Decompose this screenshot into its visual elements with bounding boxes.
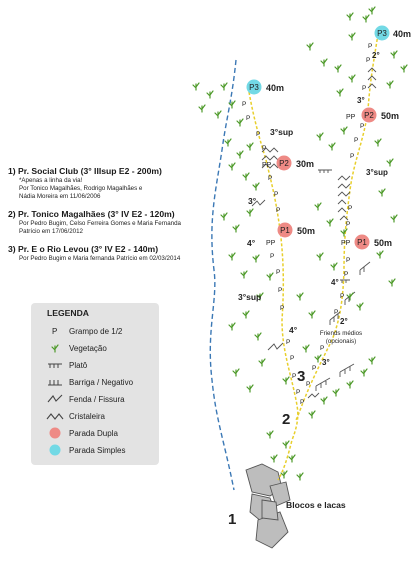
grade-label: 3° bbox=[322, 358, 330, 367]
vegetation-icon bbox=[199, 105, 205, 112]
vegetation-icon bbox=[389, 279, 395, 286]
bolt-label: P bbox=[350, 153, 355, 160]
legend-label: Parada Dupla bbox=[69, 428, 118, 438]
vegetation-icon bbox=[193, 83, 199, 90]
route-number-1: 1 bbox=[228, 511, 237, 528]
legend-label: Barriga / Negativo bbox=[69, 377, 134, 387]
vegetation-icon bbox=[317, 253, 323, 260]
bolt-label: P bbox=[270, 253, 275, 260]
legend-title: LEGENDA bbox=[47, 308, 90, 318]
ledge-mark bbox=[318, 170, 332, 173]
route-note: Patrício em 17/06/2012 bbox=[19, 228, 83, 235]
vegetation-icon bbox=[347, 293, 353, 300]
route-title: 3) Pr. E o Rio Levou (3° IV E2 - 140m) bbox=[8, 244, 159, 254]
svg-text:P: P bbox=[52, 327, 58, 336]
vegetation-icon bbox=[283, 377, 289, 384]
bolt-label: P bbox=[348, 205, 353, 212]
vegetation-icon bbox=[221, 83, 227, 90]
vegetation-icon bbox=[363, 15, 369, 22]
bolt-label: P bbox=[278, 287, 283, 294]
grade-label: 3°sup bbox=[238, 292, 262, 302]
vegetation-icon bbox=[391, 215, 397, 222]
vegetation-icon bbox=[331, 263, 337, 270]
vegetation-icon bbox=[243, 311, 249, 318]
vegetation-icon bbox=[327, 219, 333, 226]
vegetation-icon bbox=[225, 139, 231, 146]
bolt-label: P bbox=[312, 365, 317, 372]
route-note: Por Pedro Bugim e Maria fernanda Patrício em 02/03/2014 bbox=[19, 255, 181, 262]
route-1-line bbox=[210, 60, 236, 490]
crystal-icon bbox=[45, 410, 65, 422]
double-anchor-icon bbox=[45, 427, 65, 439]
vegetation-icon bbox=[247, 143, 253, 150]
bolts bbox=[242, 43, 372, 406]
route-number-2: 2 bbox=[282, 411, 291, 428]
legend-item-ledge bbox=[45, 359, 87, 371]
legend-item-double-anchor bbox=[45, 427, 118, 439]
bolt-label: P bbox=[274, 191, 279, 198]
bolt-label: P bbox=[296, 389, 301, 396]
route-2-line bbox=[249, 92, 301, 480]
overhang-mark bbox=[360, 262, 370, 275]
vegetation-icon bbox=[307, 43, 313, 50]
bolt-label: P bbox=[346, 257, 351, 264]
vegetation-icon bbox=[309, 311, 315, 318]
station-tag: P1 bbox=[280, 226, 290, 235]
overhang-mark bbox=[316, 378, 330, 391]
vegetation-icon bbox=[207, 91, 213, 98]
grade-label: 3° bbox=[357, 96, 365, 105]
route-3-info bbox=[8, 244, 240, 263]
bolt-label: P bbox=[334, 309, 339, 316]
route-note: Por Tonico Magalhães, Rodrigo Magalhães e bbox=[19, 185, 143, 192]
vegetation-icon bbox=[215, 111, 221, 118]
bolt-label: P bbox=[268, 175, 273, 182]
station-r2-p1 bbox=[278, 223, 316, 238]
bolt-label: P bbox=[280, 305, 285, 312]
station-tag: P2 bbox=[279, 159, 289, 168]
grade-label: 4° bbox=[331, 278, 339, 287]
legend-item-overhang bbox=[45, 376, 133, 388]
vegetation-icon bbox=[237, 151, 243, 158]
ledge-mark bbox=[340, 280, 350, 283]
bolt-label: P bbox=[306, 381, 311, 388]
station-length: 50m bbox=[374, 238, 393, 248]
route-title: 1) Pr. Social Club (3° IIIsup E2 - 200m) bbox=[8, 166, 162, 176]
vegetation-icon bbox=[357, 303, 363, 310]
bolt-label: P bbox=[242, 101, 247, 108]
route-note: Nádia Moreira em 11/06/2006 bbox=[19, 193, 101, 200]
vegetation-icon bbox=[387, 81, 393, 88]
vegetation-icon bbox=[375, 139, 381, 146]
bolt-icon bbox=[45, 325, 65, 337]
legend-label: Vegetação bbox=[69, 343, 107, 353]
bolt-label: P bbox=[320, 345, 325, 352]
vegetation-icon bbox=[253, 255, 259, 262]
station-r2-p2 bbox=[277, 156, 315, 171]
route-2-info bbox=[8, 209, 240, 236]
bolt-label: P bbox=[360, 123, 365, 130]
station-length: 50m bbox=[381, 111, 400, 121]
vegetation-icon bbox=[315, 203, 321, 210]
grade-label: 4° bbox=[247, 238, 256, 248]
crack-icon bbox=[45, 393, 65, 405]
vegetation-icon bbox=[401, 65, 407, 72]
vegetation-icon bbox=[309, 411, 315, 418]
legend-label: Fenda / Fissura bbox=[69, 394, 125, 404]
bolt-label: P bbox=[346, 221, 351, 228]
legend-item-crystal bbox=[45, 410, 105, 422]
vegetation-icon bbox=[341, 229, 347, 236]
bolt-label: P bbox=[362, 85, 367, 92]
station-r3-p2 bbox=[362, 108, 400, 123]
vegetation-icon bbox=[255, 333, 261, 340]
bolt-label: P bbox=[262, 145, 267, 152]
vegetation-icon bbox=[349, 33, 355, 40]
legend-item-single-anchor bbox=[45, 444, 125, 456]
overhang-mark bbox=[340, 364, 354, 377]
route-note: *Apenas a linha da via! bbox=[19, 177, 83, 184]
station-r3-p3 bbox=[375, 26, 412, 41]
vegetation-icon bbox=[391, 51, 397, 58]
vegetation-icon bbox=[271, 455, 277, 462]
bolt-label: P bbox=[256, 131, 261, 138]
vegetation-icon bbox=[377, 251, 383, 258]
station-length: 40m bbox=[266, 83, 285, 93]
station-r2-p3 bbox=[247, 80, 285, 95]
vegetation-icon bbox=[233, 369, 239, 376]
vegetation-icon bbox=[247, 209, 253, 216]
legend-label: Cristaleira bbox=[69, 411, 106, 421]
vegetation-icon bbox=[243, 173, 249, 180]
legend bbox=[31, 303, 159, 465]
vegetation-icon bbox=[317, 133, 323, 140]
friends-note: Friends médios bbox=[319, 330, 363, 337]
vegetation-icon bbox=[369, 7, 375, 14]
grade-label: 3°sup bbox=[366, 168, 388, 177]
vegetation-icon bbox=[229, 323, 235, 330]
grade-label: 3°sup bbox=[270, 127, 294, 137]
station-tag: P1 bbox=[357, 238, 367, 247]
vegetation-icon bbox=[247, 385, 253, 392]
vegetation-icon bbox=[387, 159, 393, 166]
grade-label: 2° bbox=[340, 317, 348, 326]
overhang-icon bbox=[45, 376, 65, 388]
vegetation-icon bbox=[347, 381, 353, 388]
crack-mark bbox=[268, 343, 283, 350]
grade-label: 3° bbox=[248, 196, 257, 206]
route-title: 2) Pr. Tonico Magalhães (3° IV E2 - 120m) bbox=[8, 209, 175, 219]
vegetation-icon bbox=[259, 359, 265, 366]
single-anchor-icon bbox=[45, 444, 65, 456]
station-length: 30m bbox=[296, 159, 315, 169]
bolt-label: P bbox=[246, 115, 251, 122]
vegetation-icon bbox=[241, 271, 247, 278]
legend-label: Parada Simples bbox=[69, 445, 126, 455]
vegetation-icon bbox=[289, 455, 295, 462]
bolt-label: P bbox=[368, 43, 373, 50]
bolt-label: P bbox=[292, 373, 297, 380]
route-list bbox=[8, 166, 240, 271]
vegetation-icon bbox=[45, 342, 65, 354]
vegetation-icon bbox=[315, 355, 321, 362]
vegetation-icon bbox=[335, 65, 341, 72]
crack-mark bbox=[308, 393, 319, 398]
route-1-info bbox=[8, 166, 240, 201]
vegetation-icon bbox=[321, 59, 327, 66]
grade-label: 2° bbox=[372, 51, 380, 60]
double-bolt-label: PP bbox=[346, 114, 356, 121]
vegetation-icon bbox=[329, 143, 335, 150]
vegetation-icon bbox=[369, 357, 375, 364]
vegetation-icon bbox=[341, 127, 347, 134]
station-tag: P2 bbox=[364, 111, 374, 120]
vegetation-icon bbox=[361, 369, 367, 376]
ledge-icon bbox=[45, 359, 65, 371]
legend-item-bolt bbox=[45, 325, 122, 337]
vegetation-icon bbox=[267, 273, 273, 280]
vegetation-icon bbox=[303, 345, 309, 352]
vegetation-icon bbox=[297, 473, 303, 480]
vegetation-icon bbox=[337, 89, 343, 96]
double-bolt-label: PP bbox=[266, 240, 276, 247]
legend-item-crack bbox=[45, 393, 125, 405]
route-number-3: 3 bbox=[297, 368, 306, 385]
blocks-label: Blocos e lacas bbox=[286, 500, 346, 510]
station-r3-p1 bbox=[355, 235, 393, 250]
legend-label: Grampo de 1/2 bbox=[69, 326, 123, 336]
legend-item-vegetation bbox=[45, 342, 107, 354]
bolt-label: P bbox=[340, 293, 345, 300]
station-length: 40m bbox=[393, 29, 412, 39]
bolt-label: P bbox=[290, 355, 295, 362]
grade-label: 4° bbox=[289, 325, 298, 335]
bolt-label: P bbox=[286, 339, 291, 346]
legend-label: Platô bbox=[69, 360, 88, 370]
bolt-label: P bbox=[366, 57, 371, 64]
vegetation-icon bbox=[333, 389, 339, 396]
vegetation-icon bbox=[267, 431, 273, 438]
vegetation-icon bbox=[283, 441, 289, 448]
vegetation-icon bbox=[349, 75, 355, 82]
station-tag: P3 bbox=[377, 29, 387, 38]
vegetation-icon bbox=[237, 119, 243, 126]
vegetation-icon bbox=[253, 183, 259, 190]
vegetation-icon bbox=[297, 293, 303, 300]
double-bolt-label: PP bbox=[262, 162, 272, 169]
friends-note: (opcionais) bbox=[325, 338, 357, 345]
bolt-label: P bbox=[276, 269, 281, 276]
double-bolt-label: PP bbox=[341, 240, 351, 247]
vegetation-icon bbox=[321, 397, 327, 404]
station-length: 50m bbox=[297, 226, 316, 236]
bolt-label: P bbox=[300, 399, 305, 406]
bolt-label: P bbox=[276, 207, 281, 214]
bolt-label: P bbox=[344, 271, 349, 278]
vegetation-icon bbox=[379, 189, 385, 196]
vegetation-icon bbox=[347, 13, 353, 20]
bolt-label: P bbox=[354, 137, 359, 144]
station-tag: P3 bbox=[249, 83, 259, 92]
route-note: Por Pedro Bugim, Celso Ferreira Gomes e Maria Fernanda bbox=[19, 220, 181, 227]
